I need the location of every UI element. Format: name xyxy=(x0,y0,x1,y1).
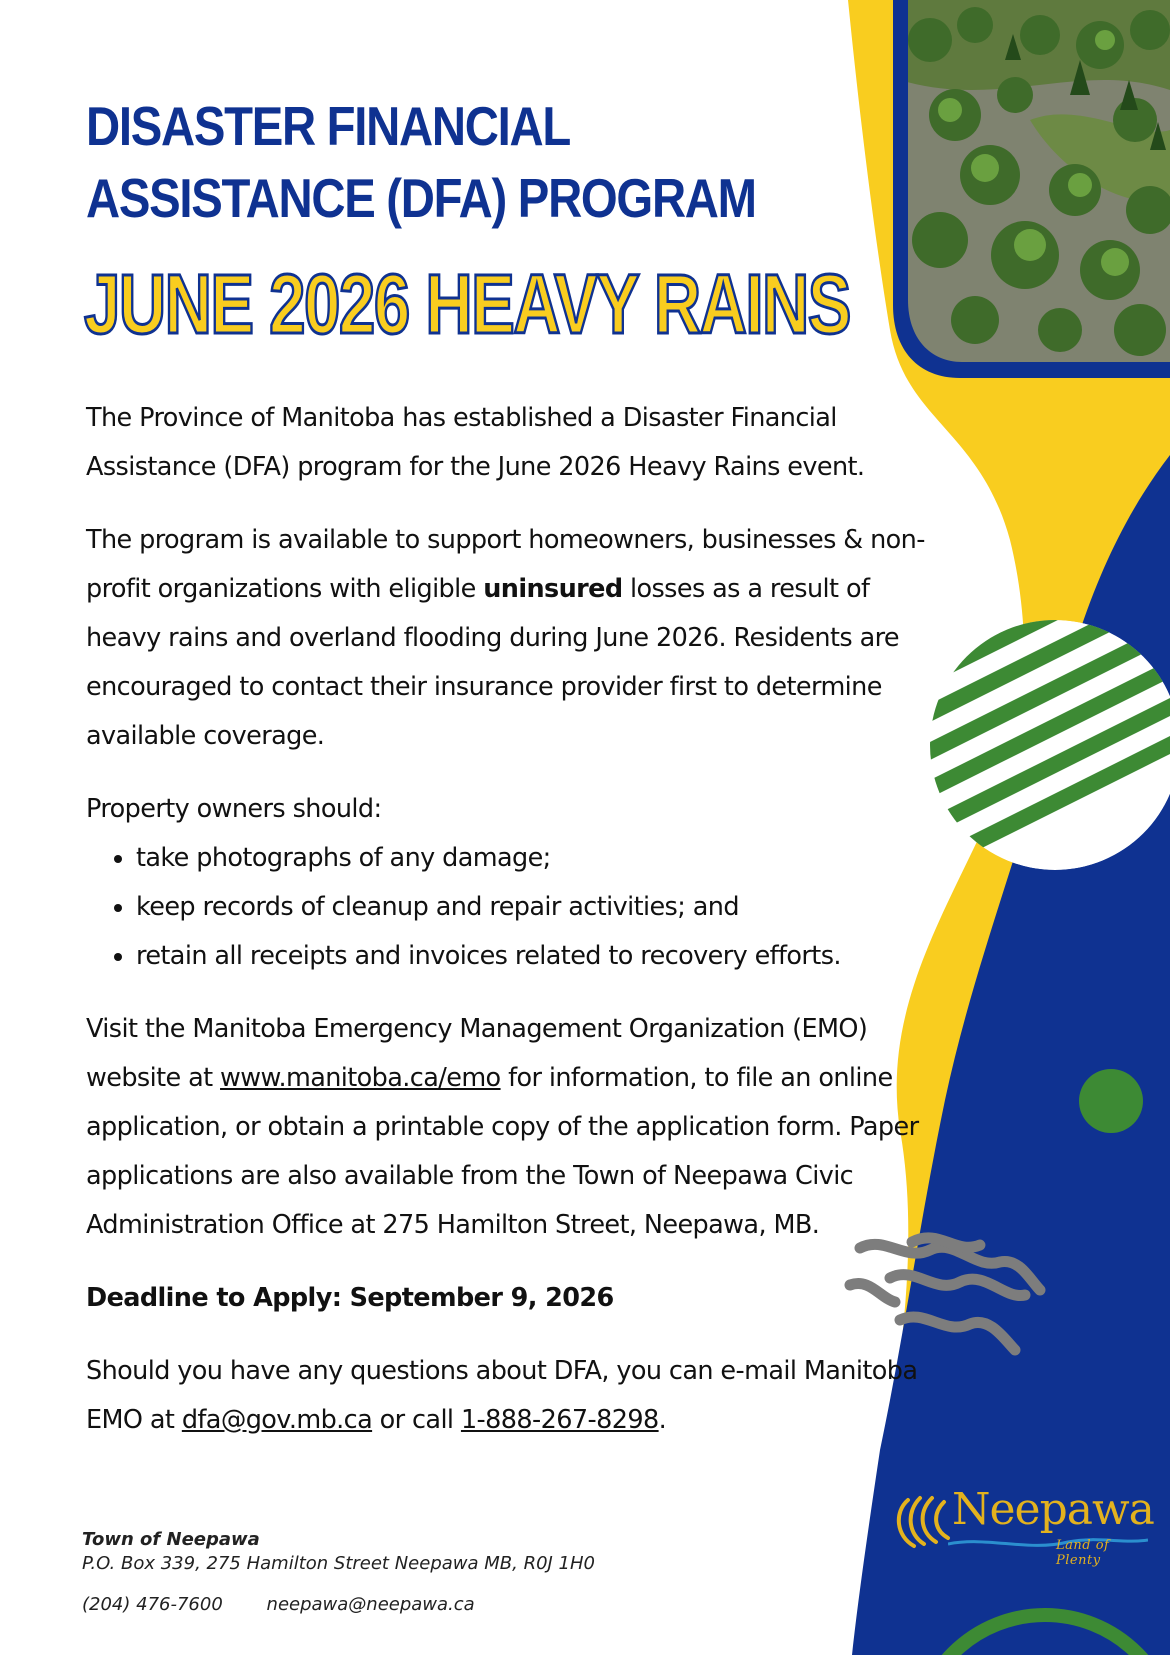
footer-contact xyxy=(82,1594,595,1615)
notice-body xyxy=(86,394,946,1469)
logo-wordmark: Neepawa xyxy=(952,1484,1154,1535)
support-paragraph xyxy=(86,516,946,761)
footer xyxy=(82,1528,595,1615)
program-title-line-1: DISASTER FINANCIAL xyxy=(86,95,570,157)
dfa-email-link[interactable]: dfa@gov.mb.ca xyxy=(181,1405,373,1435)
program-title xyxy=(86,90,865,234)
support-text-end: losses as a result of heavy rains and overland flooding during June 2026. Residents are encouraged to contact their insurance provider first to determine available coverage. xyxy=(86,574,900,751)
visit-paragraph xyxy=(86,1005,946,1250)
emo-website-link[interactable]: www.manitoba.ca/emo xyxy=(220,1063,501,1093)
footer-phone: (204) 476-7600 xyxy=(82,1594,223,1615)
support-text-start: The program is available to support homeowners, businesses & non-profit organizations with eligible xyxy=(86,525,925,604)
owners-heading: Property owners should: xyxy=(86,794,382,824)
uninsured-emphasis: uninsured xyxy=(483,574,623,604)
list-item: • take photographs of any damage; xyxy=(136,834,946,883)
questions-text-middle: or call xyxy=(372,1405,461,1435)
green-dot xyxy=(1079,1069,1143,1133)
footer-address: P.O. Box 339, 275 Hamilton Street Neepawa MB, R0J 1H0 xyxy=(82,1553,595,1574)
emo-phone-link[interactable]: 1-888-267-8298 xyxy=(460,1405,659,1435)
footer-org: Town of Neepawa xyxy=(82,1529,260,1550)
questions-text-start: Should you have any questions about DFA, you can e-mail Manitoba EMO at xyxy=(86,1356,918,1435)
photo-frame xyxy=(893,0,1170,378)
intro-paragraph: The Province of Manitoba has established a Disaster Financial Assistance (DFA) program for the June 2026 Heavy Rains event. xyxy=(86,403,865,482)
logo-tagline: Land of Plenty xyxy=(1056,1538,1110,1568)
program-title-line-2: ASSISTANCE (DFA) PROGRAM xyxy=(86,167,756,229)
visit-text-end: for information, to file an online application, or obtain a printable copy of the application form. Paper applications are also available from the Town of Neepawa Civic Administration Office at 275 Hamilton Street, Neepawa, MB. xyxy=(86,1063,919,1240)
event-title: JUNE 2026 HEAVY RAINS xyxy=(84,257,850,351)
deadline: Deadline to Apply: September 9, 2026 xyxy=(86,1283,614,1313)
questions-text-end: . xyxy=(658,1405,667,1435)
list-item: • retain all receipts and invoices related to recovery efforts. xyxy=(136,932,946,981)
list-item: • keep records of cleanup and repair activities; and xyxy=(136,883,946,932)
visit-text-start: Visit the Manitoba Emergency Management Organization (EMO) website at xyxy=(86,1014,868,1093)
questions-paragraph xyxy=(86,1347,946,1445)
neepawa-logo xyxy=(888,1482,1158,1572)
owner-actions-list xyxy=(86,834,946,981)
footer-email: neepawa@neepawa.ca xyxy=(266,1594,475,1615)
